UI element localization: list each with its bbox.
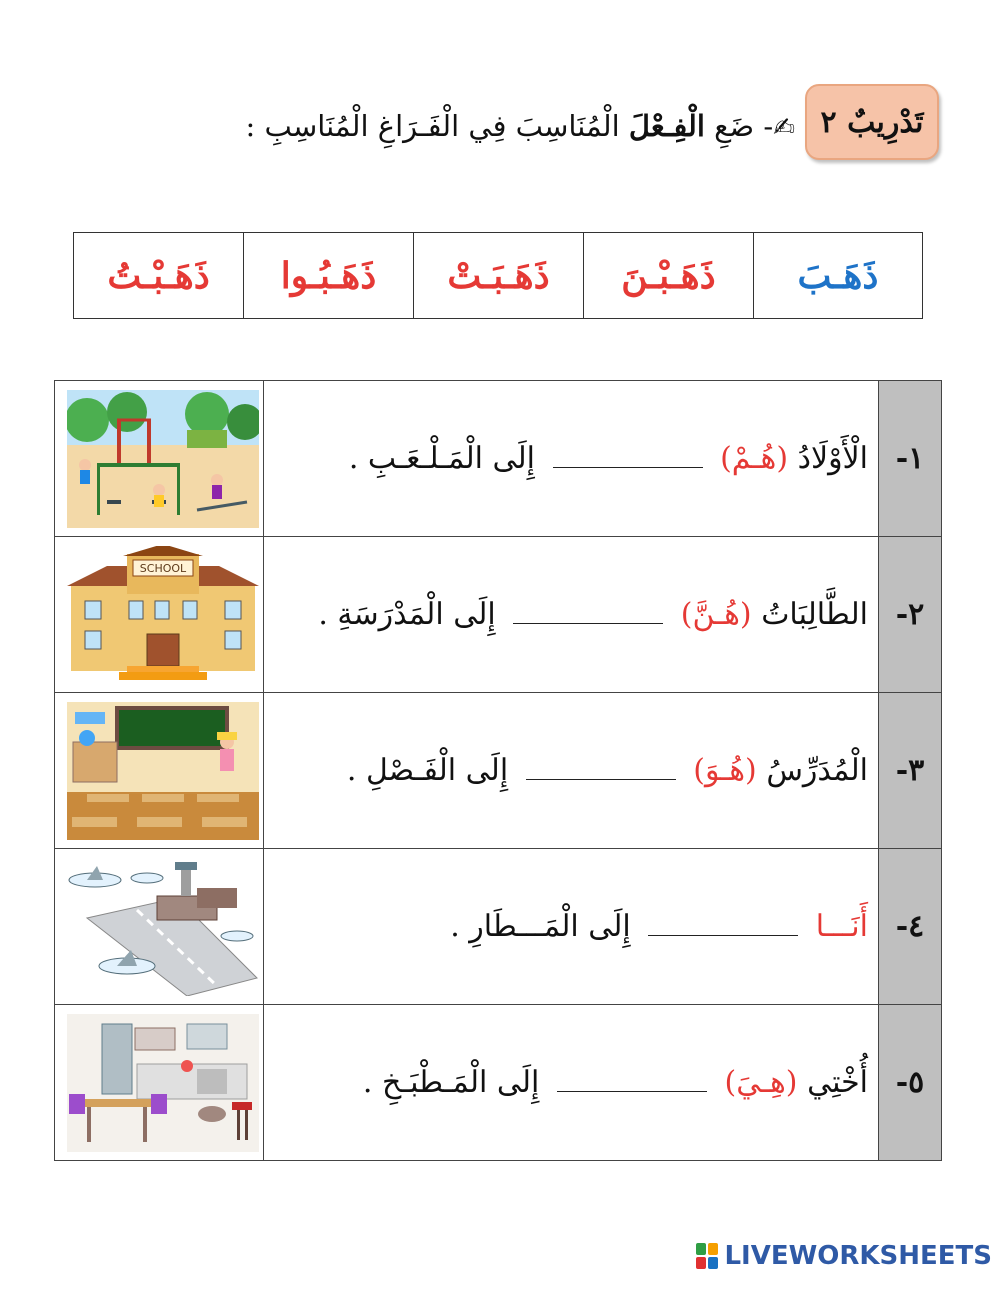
logo-mark-icon xyxy=(696,1243,718,1269)
exercise-row xyxy=(55,537,942,693)
instruction-rest: الْمُنَاسِبَ فِي الْفَـرَاغِ الْمُنَاسِبِ : xyxy=(245,109,620,143)
answer-blank[interactable] xyxy=(513,603,663,624)
exercise-number: ٥- xyxy=(879,1005,942,1161)
exercise-row xyxy=(55,693,942,849)
school-image xyxy=(55,537,264,693)
answer-blank[interactable] xyxy=(557,1071,707,1092)
exercise-number: ٢- xyxy=(879,537,942,693)
exercise-number: ٣- xyxy=(879,693,942,849)
classroom-image xyxy=(55,693,264,849)
answer-blank[interactable] xyxy=(526,759,676,780)
writing-hand-icon: ✍ xyxy=(773,113,795,143)
instruction-text xyxy=(195,96,795,156)
exercise-sentence xyxy=(264,693,879,849)
airport-image xyxy=(55,849,264,1005)
logo-text: LIVEWORKSHEETS xyxy=(724,1241,992,1271)
verb-option: ذَهَـبْـنَ xyxy=(584,233,754,319)
exercise-number: ١- xyxy=(879,381,942,537)
exercise-row xyxy=(55,1005,942,1161)
verb-bank xyxy=(73,232,923,319)
answer-blank[interactable] xyxy=(553,447,703,468)
playground-image xyxy=(55,381,264,537)
instruction-bold: الْفِـعْلَ xyxy=(628,109,705,143)
exercise-sentence xyxy=(264,849,879,1005)
exercise-number: ٤- xyxy=(879,849,942,1005)
exercise-sentence xyxy=(264,537,879,693)
verb-option: ذَهَـبْـتُ xyxy=(74,233,244,319)
sentence-pronoun: (هُـمْ) xyxy=(720,441,789,476)
exercise-sentence xyxy=(264,381,879,537)
sentence-pronoun: (هُـوَ) xyxy=(693,753,757,788)
exercise-badge: تَدْرِيبٌ ٢ xyxy=(805,84,939,160)
sentence-pronoun: (هِـيَ) xyxy=(724,1065,798,1100)
sentence-subject: الطَّالِبَاتُ xyxy=(761,597,868,632)
sentence-rest: إِلَى الْمَـطْبَـخِ . xyxy=(362,1065,540,1100)
kitchen-image xyxy=(55,1005,264,1161)
sentence-subject: الْأَوْلَادُ xyxy=(797,441,868,476)
sentence-rest: إِلَى الْفَـصْلِ . xyxy=(346,753,509,788)
exercise-row xyxy=(55,849,942,1005)
exercise-sentence xyxy=(264,1005,879,1161)
sentence-pronoun: أَنَـــا xyxy=(815,909,868,944)
sentence-rest: إِلَى الْمَـلْـعَـبِ . xyxy=(348,441,535,476)
sentence-subject: أُخْتِي xyxy=(807,1065,868,1100)
liveworksheets-logo xyxy=(696,1241,992,1271)
sentence-rest: إِلَى الْمَـــطَارِ . xyxy=(450,909,631,944)
exercise-table xyxy=(54,380,942,1161)
answer-blank[interactable] xyxy=(648,915,798,936)
sentence-pronoun: (هُـنَّ) xyxy=(680,597,752,632)
sentence-subject: الْمُدَرِّسُ xyxy=(766,753,868,788)
sentence-rest: إِلَى الْمَدْرَسَةِ . xyxy=(318,597,496,632)
verb-option: ذَهَـبَـتْ xyxy=(413,233,583,319)
verb-option: ذَهَـبَ xyxy=(753,233,922,319)
exercise-row xyxy=(55,381,942,537)
instruction-prefix: - ضَعِ xyxy=(714,109,774,143)
verb-option: ذَهَـبُـوا xyxy=(244,233,414,319)
school-sign-text: SCHOOL xyxy=(139,561,187,575)
